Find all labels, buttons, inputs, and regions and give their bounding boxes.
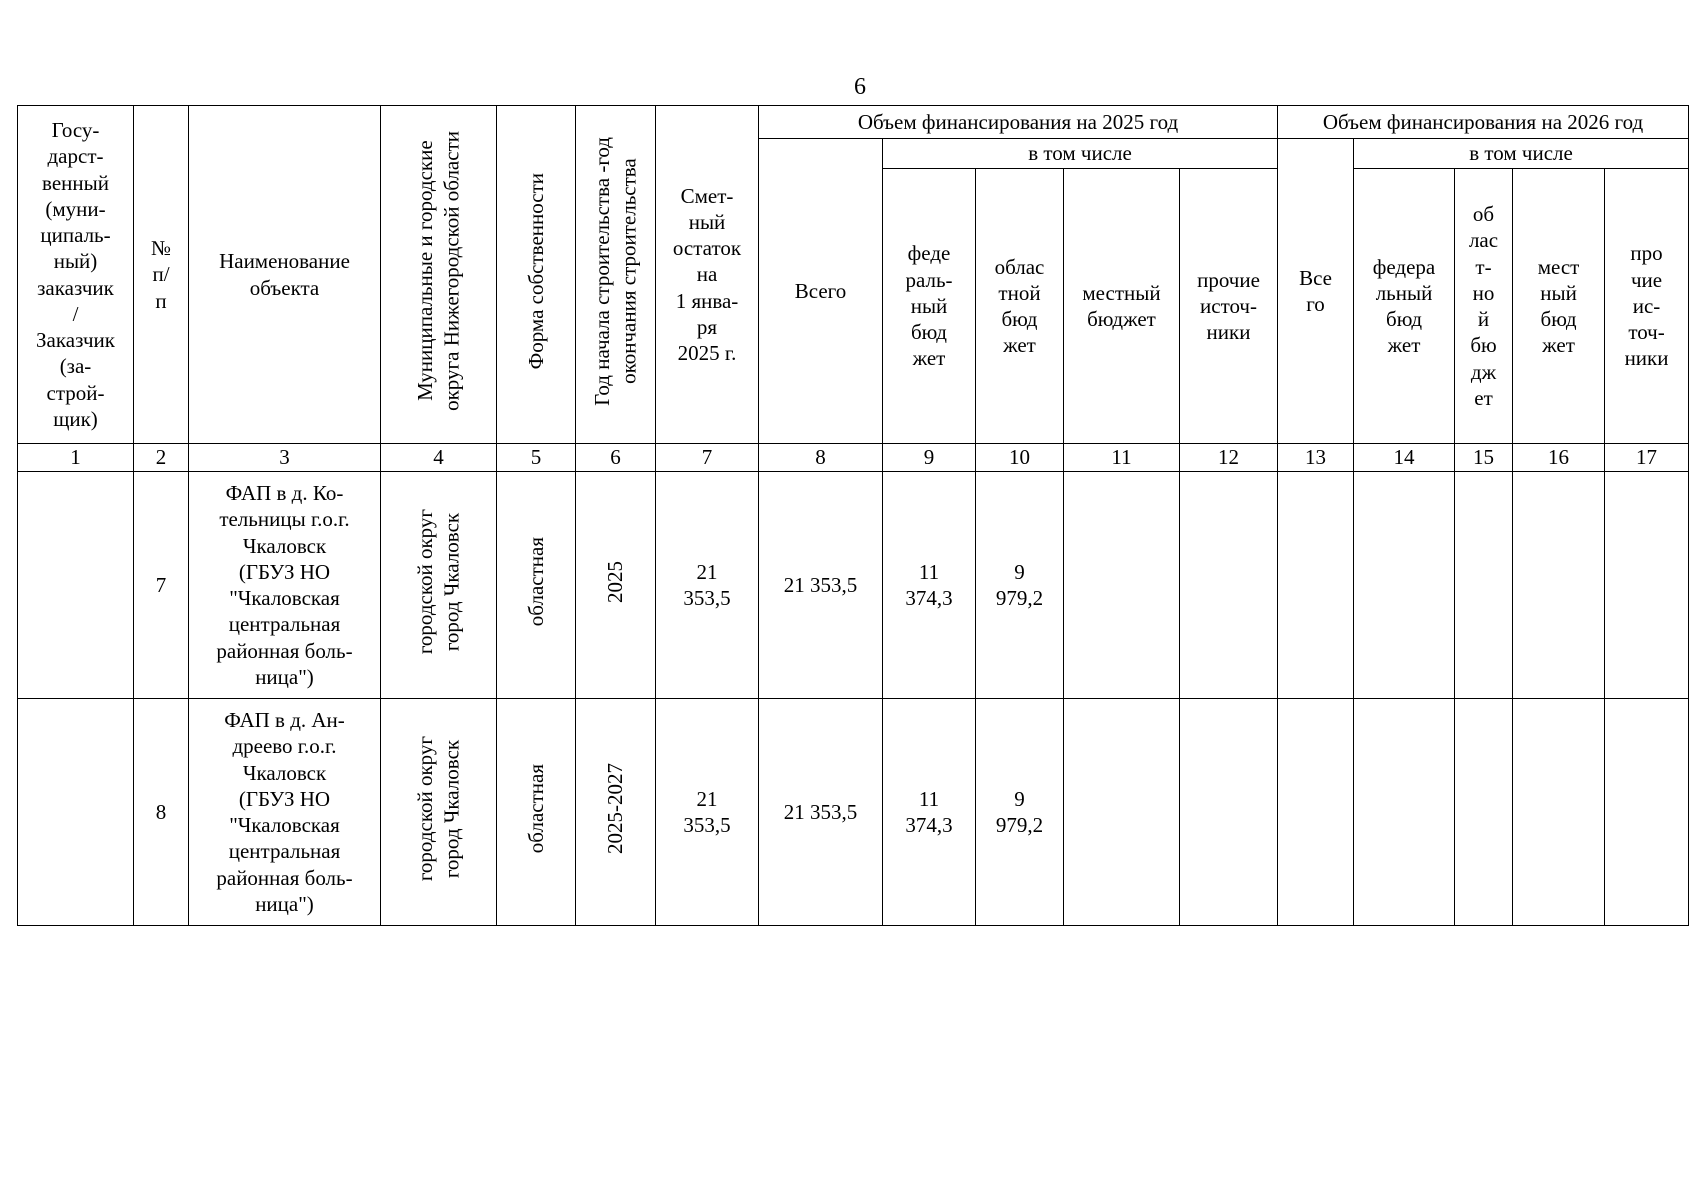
cell-total-2026 [1278,699,1354,926]
header-group-2025: Объем финансирования на 2025 год [759,106,1278,139]
cell-federal-2025: 11 374,3 [883,472,976,699]
column-number: 7 [656,444,759,472]
cell-remainder: 21 353,5 [656,472,759,699]
cell-total-2025: 21 353,5 [759,699,883,926]
cell-district-text: городской округ город Чкаловск [413,509,464,655]
page-number: 6 [854,74,866,100]
cell-object-name: ФАП в д. Ко- тельницы г.о.г. Чкаловск (ГБУЗ НО "Чкаловская центральная районная боль- ница") [189,472,381,699]
cell-district [381,472,497,699]
column-numbers-row [18,444,1689,472]
table-row [18,472,1689,699]
column-number: 2 [134,444,189,472]
cell-years [576,472,656,699]
header-ownership-text: Форма собственности [523,173,548,370]
header-customer: Госу- дарст- венный (муни- ципаль- ный) заказчик / Заказчик (за- строй- щик) [18,106,134,444]
cell-regional-2026 [1455,472,1513,699]
column-number: 13 [1278,444,1354,472]
cell-ownership-text: областная [523,537,548,627]
cell-other-2026 [1605,699,1689,926]
cell-years-text: 2025-2027 [603,763,628,855]
header-incl-2026: в том числе [1354,139,1689,169]
table-row [18,699,1689,926]
cell-object-name: ФАП в д. Ан- дреево г.о.г. Чкаловск (ГБУЗ НО "Чкаловская центральная районная боль- ница") [189,699,381,926]
column-number: 14 [1354,444,1455,472]
header-total-2026: Все го [1278,139,1354,444]
header-years [576,106,656,444]
cell-regional-2026 [1455,699,1513,926]
cell-total-2025: 21 353,5 [759,472,883,699]
cell-customer [18,472,134,699]
column-number: 8 [759,444,883,472]
cell-years-text: 2025 [603,560,628,603]
cell-federal-2026 [1354,699,1455,926]
column-number: 11 [1064,444,1180,472]
header-years-text: Год начала строительства -год окончания строительства [590,136,641,406]
header-local-2025: местный бюджет [1064,169,1180,444]
cell-local-2025 [1064,472,1180,699]
cell-customer [18,699,134,926]
header-object-name: Наименование объекта [189,106,381,444]
header-regional-2026: об лас т- но й бю дж ет [1455,169,1513,444]
cell-federal-2026 [1354,472,1455,699]
column-number: 6 [576,444,656,472]
header-group-2026: Объем финансирования на 2026 год [1278,106,1689,139]
cell-years [576,699,656,926]
cell-ownership [497,699,576,926]
cell-regional-2025: 9 979,2 [976,472,1064,699]
header-district-text: Муниципальные и городские округа Нижегородской области [413,131,464,412]
column-number: 16 [1513,444,1605,472]
column-number: 3 [189,444,381,472]
header-federal-2025: феде раль- ный бюд жет [883,169,976,444]
cell-number: 7 [134,472,189,699]
header-number: № п/ п [134,106,189,444]
column-number: 10 [976,444,1064,472]
column-number: 4 [381,444,497,472]
cell-district [381,699,497,926]
header-federal-2026: федера льный бюд жет [1354,169,1455,444]
cell-other-2025 [1180,699,1278,926]
cell-local-2025 [1064,699,1180,926]
header-total-2025: Всего [759,139,883,444]
cell-other-2026 [1605,472,1689,699]
header-local-2026: мест ный бюд жет [1513,169,1605,444]
header-regional-2025: облас тной бюд жет [976,169,1064,444]
header-district [381,106,497,444]
cell-local-2026 [1513,699,1605,926]
cell-regional-2025: 9 979,2 [976,699,1064,926]
cell-number: 8 [134,699,189,926]
cell-other-2025 [1180,472,1278,699]
cell-remainder: 21 353,5 [656,699,759,926]
column-number: 15 [1455,444,1513,472]
header-other-2026: про чие ис- точ- ники [1605,169,1689,444]
column-number: 9 [883,444,976,472]
financing-table [17,105,1689,926]
header-remainder: Смет- ный остаток на 1 янва- ря 2025 г. [656,106,759,444]
header-incl-2025: в том числе [883,139,1278,169]
cell-district-text: городской округ город Чкаловск [413,736,464,882]
header-row-1 [18,106,1689,139]
cell-ownership [497,472,576,699]
column-number: 17 [1605,444,1689,472]
cell-ownership-text: областная [523,764,548,854]
cell-total-2026 [1278,472,1354,699]
header-ownership [497,106,576,444]
column-number: 5 [497,444,576,472]
column-number: 12 [1180,444,1278,472]
column-number: 1 [18,444,134,472]
cell-local-2026 [1513,472,1605,699]
cell-federal-2025: 11 374,3 [883,699,976,926]
header-other-2025: прочие источ- ники [1180,169,1278,444]
